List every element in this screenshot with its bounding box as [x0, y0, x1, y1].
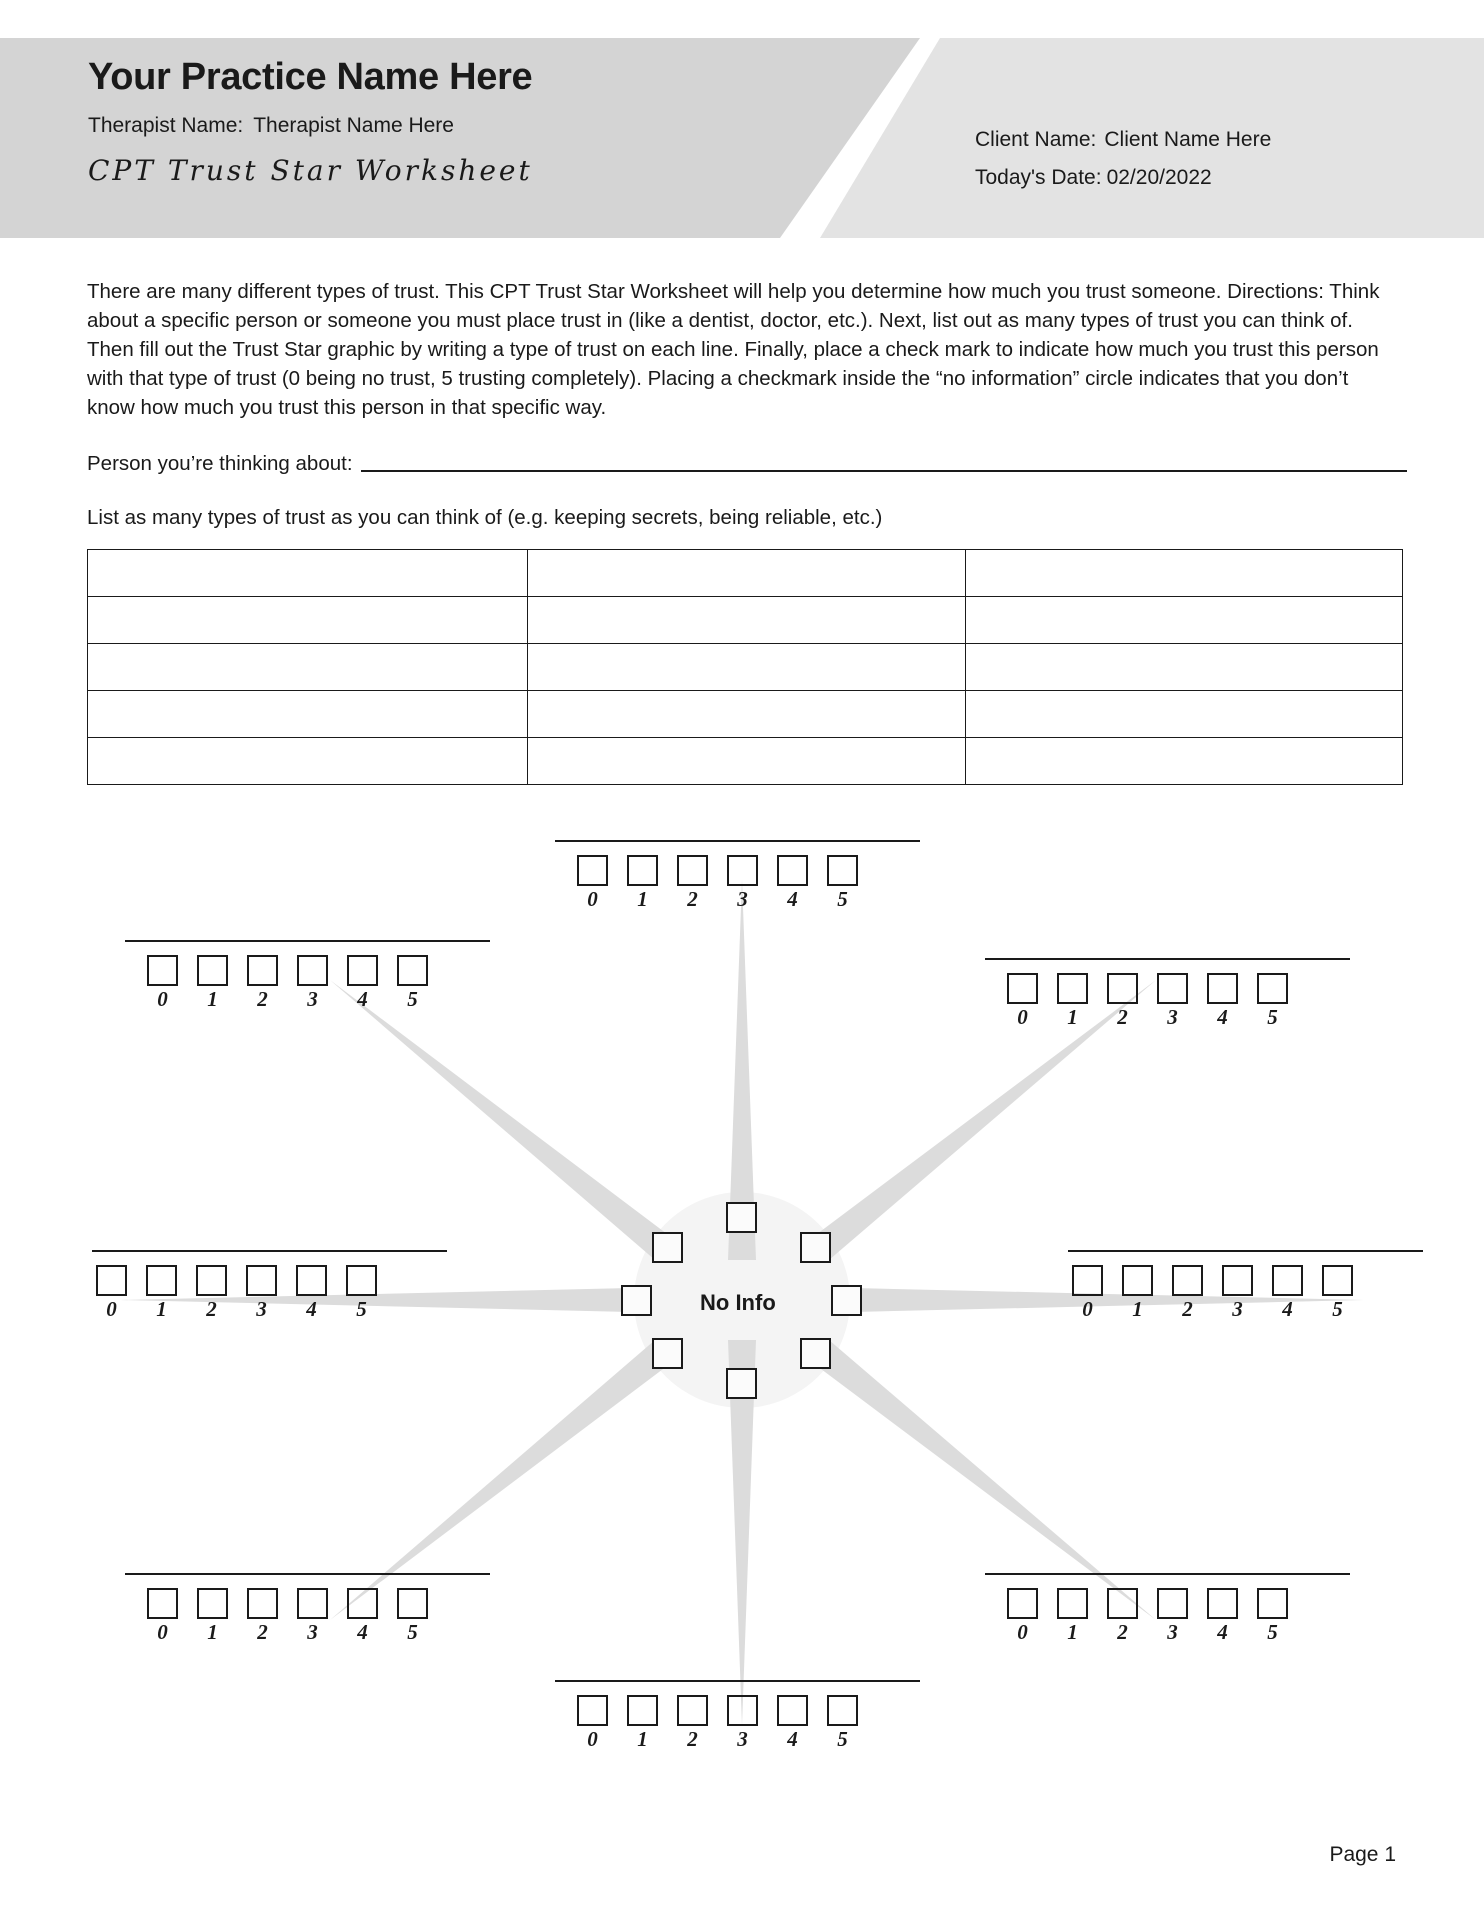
- rating-label: 5: [407, 987, 418, 1011]
- rating-label: 4: [357, 1620, 368, 1644]
- rating-cell: [673, 1695, 712, 1750]
- star-arm-left: [92, 1250, 457, 1320]
- star-arm-upper-right-scale: [985, 973, 1350, 1028]
- rating-checkbox-1[interactable]: [1057, 973, 1088, 1004]
- rating-checkbox-2[interactable]: [1172, 1265, 1203, 1296]
- star-arm-upper-left-scale: [125, 955, 490, 1010]
- rating-checkbox-0[interactable]: [577, 1695, 608, 1726]
- rating-checkbox-3[interactable]: [727, 855, 758, 886]
- star-arm-right-scale: [1068, 1265, 1433, 1320]
- rating-cell: [1268, 1265, 1307, 1320]
- star-arm-left-write-line[interactable]: [92, 1250, 447, 1252]
- rating-label: 0: [1017, 1005, 1028, 1029]
- rating-label: 5: [1267, 1005, 1278, 1029]
- rating-cell: [393, 955, 432, 1010]
- rating-label: 5: [837, 1727, 848, 1751]
- rating-cell: [723, 1695, 762, 1750]
- rating-checkbox-0[interactable]: [1007, 973, 1038, 1004]
- rating-cell: [1253, 973, 1292, 1028]
- rating-label: 3: [1167, 1005, 1178, 1029]
- rating-label: 1: [1067, 1620, 1078, 1644]
- rating-label: 2: [257, 987, 268, 1011]
- rating-cell: [1153, 973, 1192, 1028]
- star-arm-upper-left: [125, 940, 490, 1010]
- star-arm-top-scale: [555, 855, 920, 910]
- no-info-checkbox-top[interactable]: [726, 1202, 757, 1233]
- table-cell[interactable]: [528, 550, 966, 597]
- client-name-row: [975, 128, 1271, 152]
- rating-label: 4: [787, 1727, 798, 1751]
- rating-label: 4: [306, 1297, 317, 1321]
- no-info-checkbox-upper-left[interactable]: [652, 1232, 683, 1263]
- star-arm-right-write-line[interactable]: [1068, 1250, 1423, 1252]
- star-arm-bottom-scale: [555, 1695, 920, 1750]
- rating-cell: [393, 1588, 432, 1643]
- table-cell[interactable]: [88, 644, 528, 691]
- rating-label: 3: [737, 887, 748, 911]
- rating-label: 0: [1082, 1297, 1093, 1321]
- client-name-value: Client Name Here: [1104, 128, 1272, 151]
- table-row: [88, 644, 1403, 691]
- rating-cell: [1003, 973, 1042, 1028]
- star-arm-bottom-write-line[interactable]: [555, 1680, 920, 1682]
- rating-label: 2: [687, 887, 698, 911]
- person-thinking-about-input[interactable]: [361, 469, 1407, 472]
- todays-date-label: Today's Date:: [975, 166, 1102, 189]
- rating-cell: [1053, 973, 1092, 1028]
- table-cell[interactable]: [88, 691, 528, 738]
- rating-label: 5: [837, 887, 848, 911]
- table-cell[interactable]: [528, 597, 966, 644]
- rating-label: 3: [256, 1297, 267, 1321]
- star-arm-upper-left-write-line[interactable]: [125, 940, 490, 942]
- rating-checkbox-2[interactable]: [1107, 973, 1138, 1004]
- rating-checkbox-1[interactable]: [197, 955, 228, 986]
- rating-cell: [92, 1265, 131, 1320]
- rating-cell: [192, 1265, 231, 1320]
- rating-checkbox-2[interactable]: [1107, 1588, 1138, 1619]
- rating-cell: [1168, 1265, 1207, 1320]
- rating-label: 4: [1217, 1620, 1228, 1644]
- table-cell[interactable]: [528, 644, 966, 691]
- rating-label: 5: [356, 1297, 367, 1321]
- rating-cell: [573, 1695, 612, 1750]
- rating-label: 1: [1132, 1297, 1143, 1321]
- rating-checkbox-4[interactable]: [1272, 1265, 1303, 1296]
- star-arm-lower-right: [985, 1573, 1350, 1643]
- rating-checkbox-5[interactable]: [827, 855, 858, 886]
- rating-cell: [823, 855, 862, 910]
- rating-label: 1: [156, 1297, 167, 1321]
- rating-cell: [1218, 1265, 1257, 1320]
- rating-label: 5: [1267, 1620, 1278, 1644]
- rating-checkbox-5[interactable]: [1257, 973, 1288, 1004]
- rating-label: 2: [1182, 1297, 1193, 1321]
- table-row: [88, 597, 1403, 644]
- no-info-checkbox-lower-left[interactable]: [652, 1338, 683, 1369]
- table-cell[interactable]: [88, 738, 528, 785]
- page-number: Page 1: [1329, 1843, 1396, 1866]
- rating-cell: [1103, 973, 1142, 1028]
- rating-checkbox-3[interactable]: [297, 955, 328, 986]
- rating-cell: [1053, 1588, 1092, 1643]
- practice-name: Your Practice Name Here: [88, 56, 533, 98]
- worksheet-title: CPT Trust Star Worksheet: [88, 154, 533, 187]
- rating-label: 2: [687, 1727, 698, 1751]
- person-thinking-about-label: Person you’re thinking about:: [87, 452, 353, 475]
- table-cell[interactable]: [528, 738, 966, 785]
- rating-label: 2: [1117, 1620, 1128, 1644]
- rating-checkbox-1[interactable]: [1122, 1265, 1153, 1296]
- rating-checkbox-4[interactable]: [1207, 1588, 1238, 1619]
- therapist-name-value: Therapist Name Here: [253, 114, 454, 137]
- person-thinking-about-row: [87, 452, 1407, 476]
- rating-checkbox-5[interactable]: [397, 1588, 428, 1619]
- rating-checkbox-3[interactable]: [727, 1695, 758, 1726]
- rating-cell: [1118, 1265, 1157, 1320]
- rating-cell: [573, 855, 612, 910]
- no-info-checkbox-right[interactable]: [831, 1285, 862, 1316]
- rating-cell: [1153, 1588, 1192, 1643]
- rating-label: 1: [207, 1620, 218, 1644]
- rating-cell: [1203, 973, 1242, 1028]
- table-cell[interactable]: [88, 597, 528, 644]
- rating-checkbox-5[interactable]: [397, 955, 428, 986]
- rating-checkbox-4[interactable]: [1207, 973, 1238, 1004]
- rating-cell: [143, 955, 182, 1010]
- rating-cell: [673, 855, 712, 910]
- rating-label: 4: [357, 987, 368, 1011]
- therapist-name-label: Therapist Name:: [88, 114, 244, 137]
- rating-checkbox-5[interactable]: [1322, 1265, 1353, 1296]
- table-row: [88, 550, 1403, 597]
- rating-label: 0: [157, 987, 168, 1011]
- rating-checkbox-0[interactable]: [147, 955, 178, 986]
- rating-cell: [1253, 1588, 1292, 1643]
- rating-cell: [243, 955, 282, 1010]
- table-cell[interactable]: [966, 550, 1403, 597]
- rating-cell: [243, 1588, 282, 1643]
- rating-checkbox-5[interactable]: [1257, 1588, 1288, 1619]
- rating-label: 0: [587, 887, 598, 911]
- rating-label: 0: [106, 1297, 117, 1321]
- no-info-checkbox-upper-right[interactable]: [800, 1232, 831, 1263]
- rating-label: 1: [207, 987, 218, 1011]
- rating-label: 4: [787, 887, 798, 911]
- rating-checkbox-2[interactable]: [677, 855, 708, 886]
- rating-checkbox-1[interactable]: [197, 1588, 228, 1619]
- rating-cell: [342, 1265, 381, 1320]
- rating-label: 0: [157, 1620, 168, 1644]
- rating-checkbox-2[interactable]: [247, 1588, 278, 1619]
- rating-cell: [343, 955, 382, 1010]
- rating-label: 5: [407, 1620, 418, 1644]
- rating-label: 3: [1232, 1297, 1243, 1321]
- star-arm-lower-left-scale: [125, 1588, 490, 1643]
- rating-checkbox-3[interactable]: [1222, 1265, 1253, 1296]
- rating-checkbox-4[interactable]: [296, 1265, 327, 1296]
- rating-cell: [242, 1265, 281, 1320]
- table-cell[interactable]: [966, 738, 1403, 785]
- no-info-label: No Info: [700, 1290, 776, 1315]
- rating-label: 2: [257, 1620, 268, 1644]
- star-arm-top-write-line[interactable]: [555, 840, 920, 842]
- trust-star-graphic: [0, 820, 1484, 1780]
- rating-label: 0: [587, 1727, 598, 1751]
- rating-cell: [1318, 1265, 1357, 1320]
- no-info-checkbox-left[interactable]: [621, 1285, 652, 1316]
- rating-label: 4: [1217, 1005, 1228, 1029]
- star-arm-lower-left-write-line[interactable]: [125, 1573, 490, 1575]
- rating-checkbox-3[interactable]: [246, 1265, 277, 1296]
- rating-label: 3: [307, 987, 318, 1011]
- rating-checkbox-4[interactable]: [347, 955, 378, 986]
- star-arm-lower-right-write-line[interactable]: [985, 1573, 1350, 1575]
- instructions-paragraph: There are many different types of trust. This CPT Trust Star Worksheet will help you determine how much you trust someone. Directions: Think about a specific person or someone you must place trust in (like a dentist, doctor, etc.). Next, list out as many types of trust you can think of. Then fill out the Trust Star graphic by writing a type of trust on each line. Finally, place a check mark to indicate how much you trust this person with that type of trust (0 being no trust, 5 trusting completely). Placing a checkmark inside the “no information” circle indicates that you don’t know how much you trust this person in that specific way.: [87, 280, 1380, 419]
- rating-label: 3: [737, 1727, 748, 1751]
- no-info-checkbox-bottom[interactable]: [726, 1368, 757, 1399]
- rating-cell: [623, 1695, 662, 1750]
- rating-checkbox-1[interactable]: [627, 1695, 658, 1726]
- rating-checkbox-1[interactable]: [1057, 1588, 1088, 1619]
- no-info-checkbox-lower-right[interactable]: [800, 1338, 831, 1369]
- rating-cell: [823, 1695, 862, 1750]
- rating-cell: [1103, 1588, 1142, 1643]
- rating-checkbox-0[interactable]: [96, 1265, 127, 1296]
- table-cell[interactable]: [966, 644, 1403, 691]
- rating-checkbox-0[interactable]: [1072, 1265, 1103, 1296]
- rating-label: 1: [637, 1727, 648, 1751]
- rating-checkbox-5[interactable]: [346, 1265, 377, 1296]
- table-cell[interactable]: [528, 691, 966, 738]
- star-arm-right: [1068, 1250, 1433, 1320]
- star-arm-top: [555, 840, 920, 910]
- rating-checkbox-3[interactable]: [1157, 1588, 1188, 1619]
- page-header: [0, 38, 1484, 238]
- rating-label: 0: [1017, 1620, 1028, 1644]
- star-arm-lower-left: [125, 1573, 490, 1643]
- rating-cell: [723, 855, 762, 910]
- rating-label: 3: [307, 1620, 318, 1644]
- table-row: [88, 738, 1403, 785]
- rating-checkbox-2[interactable]: [196, 1265, 227, 1296]
- rating-cell: [343, 1588, 382, 1643]
- star-arm-lower-right-scale: [985, 1588, 1350, 1643]
- rating-checkbox-0[interactable]: [577, 855, 608, 886]
- client-name-label: Client Name:: [975, 128, 1097, 151]
- rating-cell: [773, 1695, 812, 1750]
- rating-cell: [142, 1265, 181, 1320]
- table-row: [88, 691, 1403, 738]
- therapist-name-row: [88, 114, 454, 138]
- rating-checkbox-1[interactable]: [627, 855, 658, 886]
- rating-checkbox-3[interactable]: [1157, 973, 1188, 1004]
- star-arm-bottom: [555, 1680, 920, 1750]
- rating-cell: [1203, 1588, 1242, 1643]
- rating-cell: [193, 1588, 232, 1643]
- rating-checkbox-0[interactable]: [1007, 1588, 1038, 1619]
- trust-types-table-body: [88, 550, 1403, 785]
- table-cell[interactable]: [966, 597, 1403, 644]
- table-cell[interactable]: [966, 691, 1403, 738]
- rating-checkbox-2[interactable]: [677, 1695, 708, 1726]
- rating-label: 4: [1282, 1297, 1293, 1321]
- rating-cell: [293, 1588, 332, 1643]
- rating-cell: [773, 855, 812, 910]
- rating-checkbox-0[interactable]: [147, 1588, 178, 1619]
- rating-checkbox-3[interactable]: [297, 1588, 328, 1619]
- rating-checkbox-2[interactable]: [247, 955, 278, 986]
- trust-types-table: [87, 549, 1403, 785]
- rating-checkbox-4[interactable]: [347, 1588, 378, 1619]
- list-types-label: List as many types of trust as you can think of (e.g. keeping secrets, being reliable, etc.): [87, 506, 883, 529]
- rating-label: 1: [1067, 1005, 1078, 1029]
- rating-label: 2: [206, 1297, 217, 1321]
- todays-date-row: [975, 166, 1212, 190]
- rating-label: 3: [1167, 1620, 1178, 1644]
- rating-label: 1: [637, 887, 648, 911]
- rating-cell: [292, 1265, 331, 1320]
- rating-cell: [143, 1588, 182, 1643]
- rating-cell: [193, 955, 232, 1010]
- rating-cell: [1068, 1265, 1107, 1320]
- rating-checkbox-5[interactable]: [827, 1695, 858, 1726]
- star-arm-upper-right: [985, 958, 1350, 1028]
- rating-checkbox-4[interactable]: [777, 1695, 808, 1726]
- rating-cell: [293, 955, 332, 1010]
- rating-checkbox-4[interactable]: [777, 855, 808, 886]
- star-arm-left-scale: [92, 1265, 457, 1320]
- rating-checkbox-1[interactable]: [146, 1265, 177, 1296]
- rating-label: 5: [1332, 1297, 1343, 1321]
- star-arm-upper-right-write-line[interactable]: [985, 958, 1350, 960]
- todays-date-value: 02/20/2022: [1106, 166, 1212, 189]
- star-ray-upper-left: [330, 980, 675, 1260]
- table-cell[interactable]: [88, 550, 528, 597]
- rating-label: 2: [1117, 1005, 1128, 1029]
- rating-cell: [623, 855, 662, 910]
- rating-cell: [1003, 1588, 1042, 1643]
